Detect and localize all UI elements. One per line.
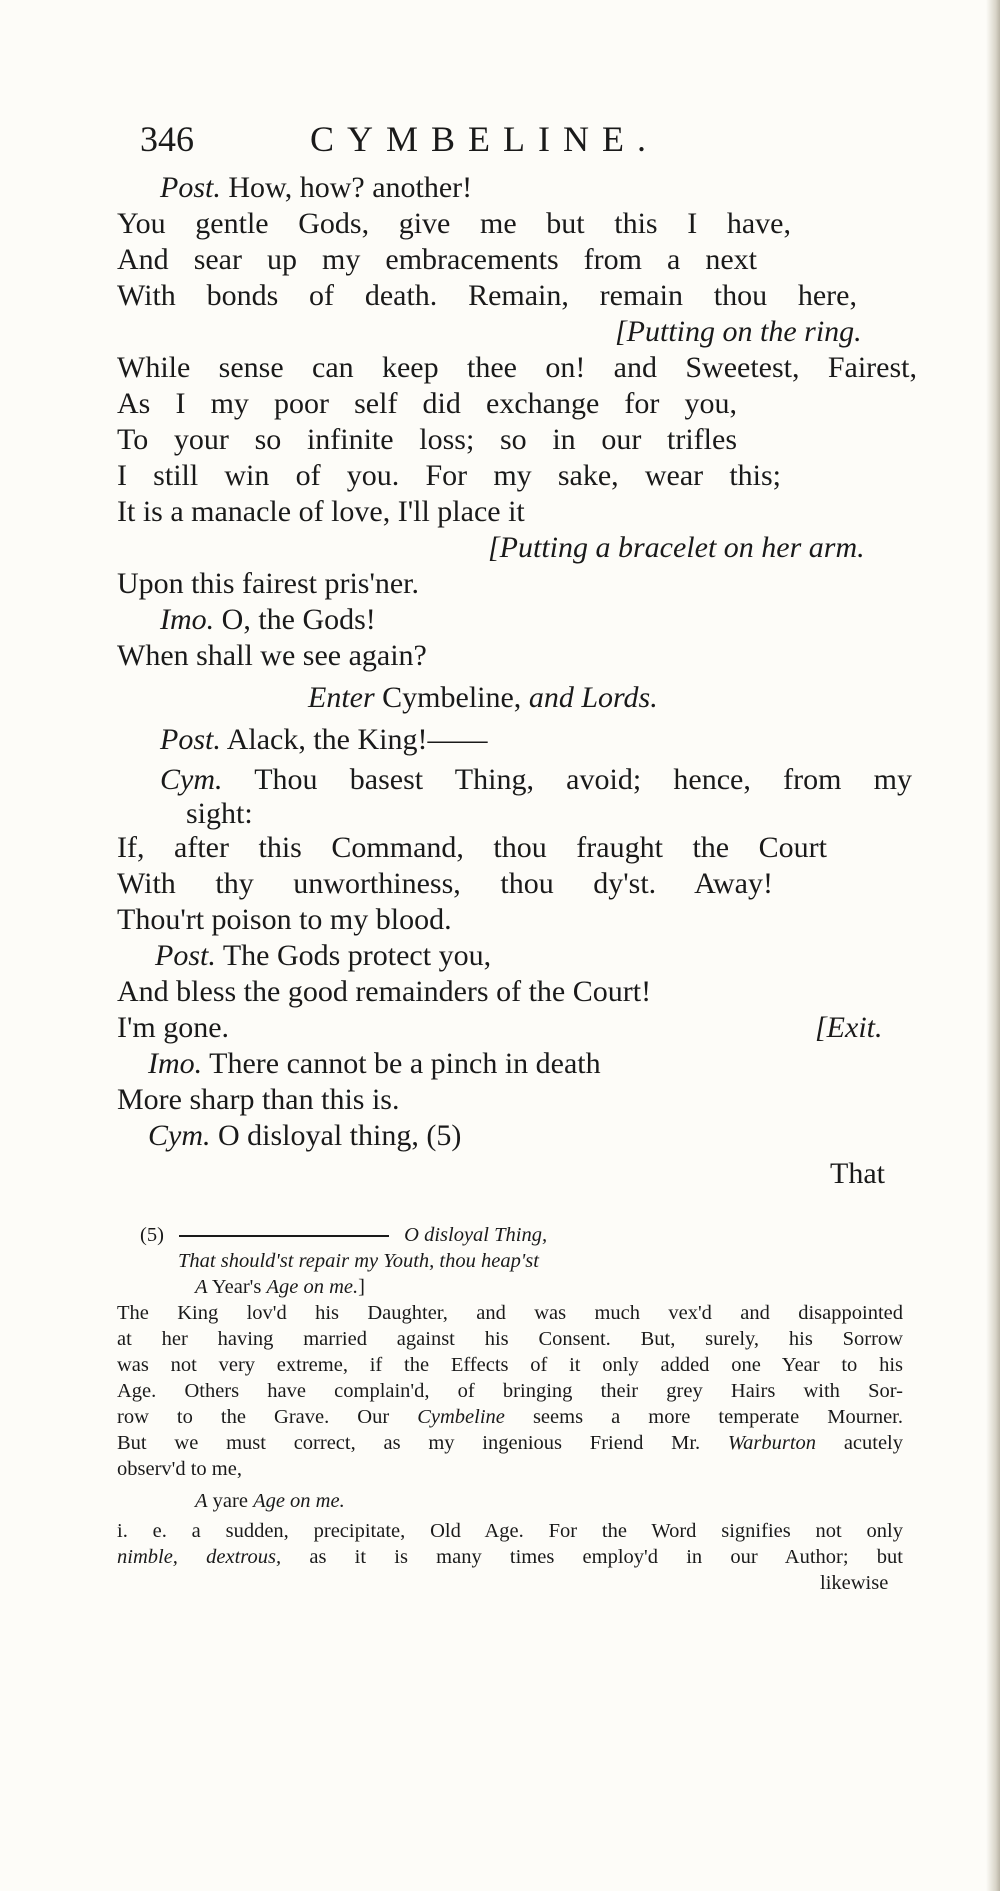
page-number: 346 [140, 119, 194, 159]
verse-line [117, 566, 419, 602]
speaker-label: Cym. [160, 763, 223, 796]
verse-line [117, 206, 791, 242]
speaker-label: Post. [160, 171, 221, 204]
footnote-marker: (5) [140, 1224, 164, 1246]
footnote-text: was not very extreme, if the Effects of it only added one Year to his [117, 1354, 903, 1376]
footnote-catchword-text: likewise [820, 1572, 889, 1594]
footnote-quote: O disloyal Thing, [404, 1224, 548, 1246]
footnote-line [117, 1300, 903, 1326]
footnote-italic: Warburton [727, 1432, 817, 1454]
verse-line [117, 242, 757, 278]
verse-line [117, 1082, 399, 1118]
verse-text: While sense can keep thee on! and Sweetest, Fairest, [117, 351, 917, 384]
footnote-head [140, 1222, 547, 1248]
footnote-reading-c: Age on me. [253, 1490, 345, 1512]
verse-line [117, 902, 452, 938]
verse-text: O, the Gods! [221, 603, 376, 636]
footnote-line [117, 1544, 903, 1570]
footnote-reading [195, 1274, 365, 1300]
footnote-italic: Cymbeline [417, 1406, 505, 1428]
verse-text: More sharp than this is. [117, 1083, 400, 1116]
verse-line [117, 278, 857, 314]
stage-direction [615, 314, 862, 350]
footnote-line [117, 1326, 903, 1352]
footnote-rule [179, 1235, 389, 1237]
footnote-text: acutely [843, 1432, 904, 1454]
verse-line [117, 386, 737, 422]
entrance-direction [308, 680, 658, 716]
footnote-quote: That should'st repair my Youth, thou heap'st [178, 1250, 539, 1272]
verse-text: Alack, the King!—— [226, 723, 488, 756]
footnote-text: observ'd to me, [117, 1458, 242, 1480]
verse-text: O disloyal thing, (5) [218, 1119, 462, 1152]
verse-line [117, 1010, 229, 1046]
stage-direction [815, 1010, 883, 1046]
footnote-reading-c: Age on me. [266, 1276, 359, 1298]
verse-line [117, 458, 781, 494]
footnote-line [117, 1430, 903, 1456]
verse-text: Thou'rt poison to my blood. [117, 903, 452, 936]
footnote-text: The King lov'd his Daughter, and was much vex'd and disappointed [117, 1302, 903, 1324]
verse-line [117, 350, 917, 386]
speaker-label: Imo. [160, 603, 215, 636]
verse-text: Upon this fairest pris'ner. [117, 567, 420, 600]
verse-text: I'm gone. [117, 1011, 230, 1044]
footnote-reading-a: A [195, 1490, 208, 1512]
verse-text: It is a manacle of love, I'll place it [117, 495, 525, 528]
verse-text: There cannot be a pinch in death [209, 1047, 601, 1080]
stage-direction [488, 530, 865, 566]
verse-text: With bonds of death. Remain, remain thou here, [117, 279, 857, 312]
footnote-reading-a: A [195, 1276, 208, 1298]
verse-line [117, 830, 827, 866]
footnote-reading [195, 1488, 345, 1514]
verse-line [117, 422, 737, 458]
verse-line [160, 722, 487, 758]
stage-direction-text: [Putting a bracelet on her arm. [488, 531, 865, 564]
footnote-text: But we must correct, as my ingenious Friend Mr. [117, 1432, 701, 1454]
verse-text: With thy unworthiness, thou dy'st. Away! [117, 867, 773, 900]
running-title: CYMBELINE. [310, 119, 659, 159]
verse-text: And bless the good remainders of the Court! [117, 975, 652, 1008]
catchword [830, 1156, 885, 1192]
footnote-line [117, 1518, 903, 1544]
verse-text: Thou basest Thing, avoid; hence, from my [254, 763, 912, 796]
speaker-label: Cym. [148, 1119, 211, 1152]
catchword-text: That [830, 1157, 885, 1190]
footnote-line [117, 1404, 903, 1430]
verse-line [186, 796, 253, 832]
page-header [140, 118, 760, 168]
entrance-enter: Enter [308, 681, 375, 714]
verse-text: As I my poor self did exchange for you, [117, 387, 737, 420]
footnote-reading-b: yare [212, 1490, 248, 1512]
verse-line [117, 494, 525, 530]
stage-direction-text: [Exit. [815, 1011, 883, 1044]
verse-line [160, 602, 376, 638]
verse-line [160, 170, 472, 206]
footnote-quote-line [178, 1248, 539, 1274]
verse-line [117, 638, 427, 674]
verse-text: The Gods protect you, [222, 939, 492, 972]
footnote-text: seems a more temperate Mourner. [532, 1406, 904, 1428]
verse-line [117, 974, 651, 1010]
verse-line [155, 938, 491, 974]
verse-text: If, after this Command, thou fraught the Court [117, 831, 827, 864]
verse-line [117, 866, 773, 902]
footnote-text: Age. Others have complain'd, of bringing their grey Hairs with Sor- [117, 1380, 903, 1402]
entrance-name: Cymbeline, [382, 681, 522, 714]
footnote-line [117, 1352, 903, 1378]
speaker-label: Post. [160, 723, 221, 756]
speaker-label: Imo. [148, 1047, 203, 1080]
verse-text: How, how? another! [228, 171, 473, 204]
verse-text: And sear up my embracements from a next [117, 243, 757, 276]
footnote-line [117, 1378, 903, 1404]
footnote-reading-d: ] [358, 1276, 365, 1298]
verse-line [148, 1118, 461, 1154]
verse-text: sight: [186, 797, 253, 830]
footnote-reading-b: Year's [211, 1276, 262, 1298]
verse-text: When shall we see again? [117, 639, 427, 672]
verse-line [148, 1046, 601, 1082]
entrance-tail: and Lords. [528, 681, 658, 714]
verse-line [160, 762, 912, 798]
stage-direction-text: [Putting on the ring. [615, 315, 862, 348]
footnote-text: row to the Grave. Our [117, 1406, 390, 1428]
footnote-italic: nimble, dextrous, [117, 1546, 282, 1568]
verse-text: You gentle Gods, give me but this I have, [117, 207, 791, 240]
footnote-line [117, 1456, 242, 1482]
verse-text: I still win of you. For my sake, wear this; [117, 459, 781, 492]
footnote-text: i. e. a sudden, precipitate, Old Age. For the Word signifies not only [117, 1520, 903, 1542]
page-edge-shadow [986, 0, 1000, 1891]
footnote-text: at her having married against his Consent. But, surely, his Sorrow [117, 1328, 903, 1350]
footnote-catchword [820, 1570, 888, 1596]
verse-text: To your so infinite loss; so in our trifles [117, 423, 737, 456]
speaker-label: Post. [155, 939, 216, 972]
footnote-text: as it is many times employ'd in our Author; but [309, 1546, 903, 1568]
